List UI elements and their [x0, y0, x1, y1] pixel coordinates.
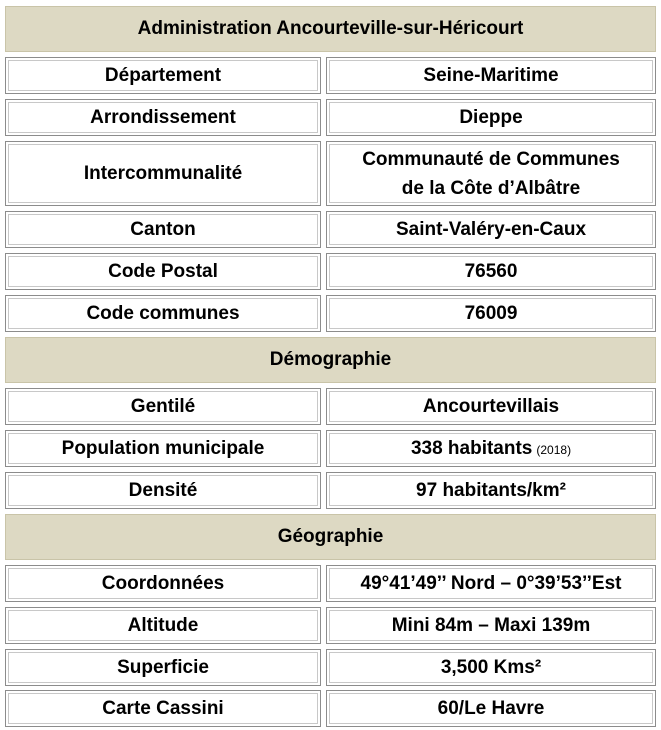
value-population-text: 338 habitants — [410, 438, 533, 459]
label-population: Population municipale — [5, 430, 321, 467]
value-departement: Seine-Maritime — [326, 57, 656, 94]
section-heading-demographie: Démographie — [5, 337, 656, 383]
value-intercommunalite-text: Communauté de Communes de la Côte d’Albâtre — [362, 148, 620, 199]
value-arrondissement: Dieppe — [326, 99, 656, 136]
label-coordonnees: Coordonnées — [5, 565, 321, 602]
label-densite: Densité — [5, 472, 321, 509]
value-altitude: Mini 84m – Maxi 139m — [326, 607, 656, 644]
label-superficie: Superficie — [5, 649, 321, 686]
section-heading-geographie: Géographie — [5, 514, 656, 560]
value-coordonnees: 49°41’49’’ Nord – 0°39’53’’Est — [326, 565, 656, 602]
value-gentile: Ancourtevillais — [326, 388, 656, 425]
value-population-year-note: (2018) — [536, 443, 572, 457]
value-code-postal: 76560 — [326, 253, 656, 290]
label-carte-cassini: Carte Cassini — [5, 690, 321, 727]
label-arrondissement: Arrondissement — [5, 99, 321, 136]
value-code-communes: 76009 — [326, 295, 656, 332]
value-densite: 97 habitants/km² — [326, 472, 656, 509]
value-population — [326, 430, 656, 467]
value-superficie: 3,500 Kms² — [326, 649, 656, 686]
label-canton: Canton — [5, 211, 321, 248]
label-altitude: Altitude — [5, 607, 321, 644]
value-carte-cassini: 60/Le Havre — [326, 690, 656, 727]
label-intercommunalite: Intercommunalité — [5, 141, 321, 206]
label-code-communes: Code communes — [5, 295, 321, 332]
value-canton: Saint-Valéry-en-Caux — [326, 211, 656, 248]
table-title: Administration Ancourteville-sur-Héricourt — [5, 6, 656, 52]
value-intercommunalite — [326, 141, 656, 206]
label-code-postal: Code Postal — [5, 253, 321, 290]
label-departement: Département — [5, 57, 321, 94]
label-gentile: Gentilé — [5, 388, 321, 425]
